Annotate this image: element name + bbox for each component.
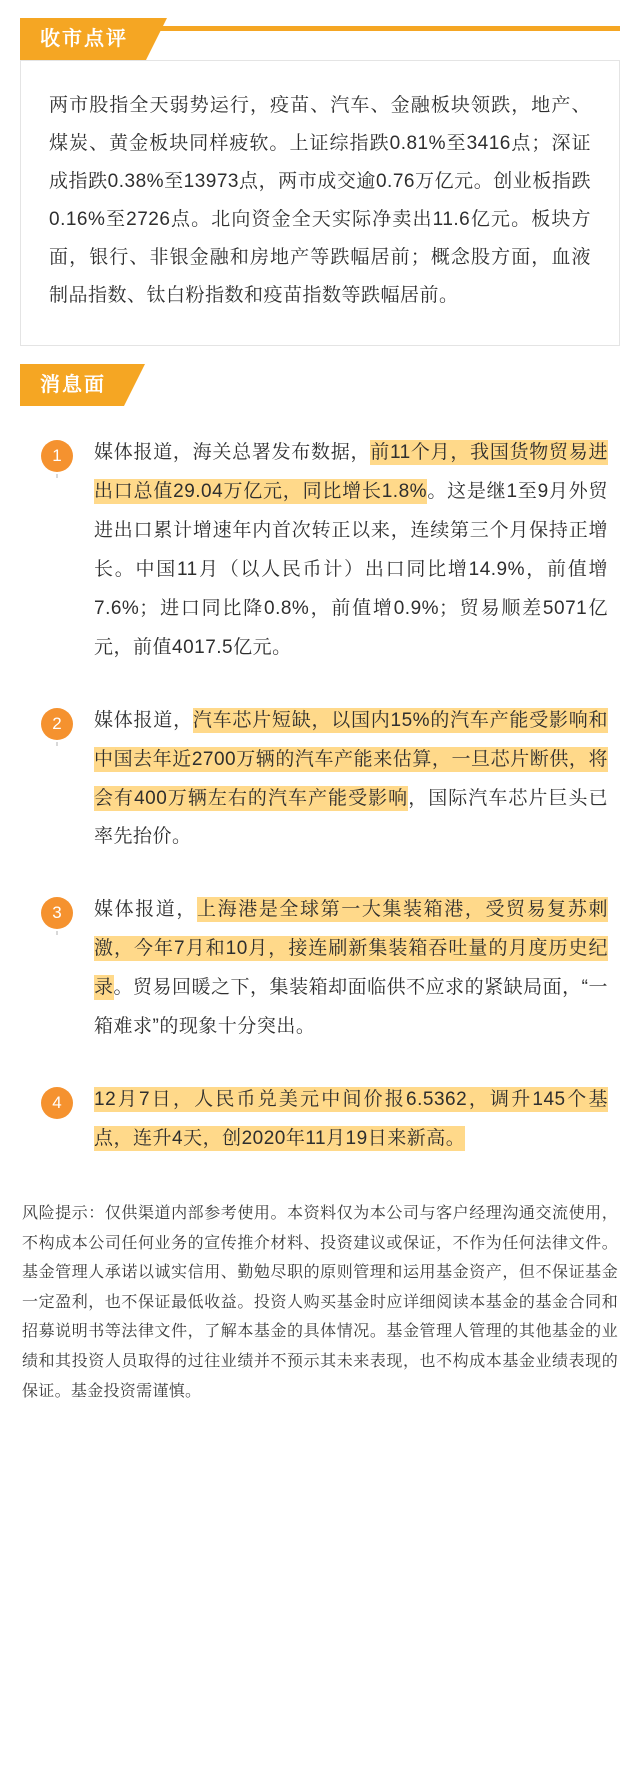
highlighted-text: 12月7日，人民币兑美元中间价报6.5362，调升145个基点，连升4天，创2020年11月19日来新高。 <box>94 1089 608 1150</box>
news-item-text <box>94 891 620 1047</box>
commentary-box <box>20 60 620 346</box>
highlighted-text: 汽车芯片短缺，以国内15%的汽车产能受影响和中国去年近2700万辆的汽车产能来估算，一旦芯片断供，将会有400万辆左右的汽车产能受影响 <box>94 709 608 809</box>
news-item-number-badge: 4 <box>41 1087 73 1119</box>
news-item-text <box>94 434 620 668</box>
news-item <box>20 702 620 892</box>
plain-text: 。贸易回暖之下，集装箱却面临供不应求的紧缺局面，“一箱难求”的现象十分突出。 <box>94 977 608 1038</box>
news-list <box>20 434 620 1193</box>
plain-text: 媒体报道，海关总署发布数据， <box>94 442 371 463</box>
news-bullet-column <box>20 1081 94 1119</box>
news-bullet-column <box>20 702 94 740</box>
newsletter-page <box>0 18 640 1773</box>
plain-text: 媒体报道， <box>94 709 193 731</box>
commentary-header <box>20 18 640 60</box>
timeline-dotted-connector <box>56 742 58 746</box>
news-item <box>20 434 620 702</box>
timeline-dotted-connector <box>56 474 58 478</box>
news-item <box>20 1081 620 1193</box>
news-header <box>20 364 640 406</box>
news-bullet-column <box>20 434 94 472</box>
timeline-dotted-connector <box>56 931 58 935</box>
plain-text: 。这是继1至9月外贸进出口累计增速年内首次转正以来，连续第三个月保持正增长。中国11月（以人民币计）出口同比增14.9%，前值增7.6%；进口同比降0.8%，前值增0.9%；贸易顺差5071亿元，前值4017.5亿元。 <box>94 480 608 658</box>
news-item-text <box>94 1081 620 1159</box>
commentary-body-text: 两市股指全天弱势运行，疫苗、汽车、金融板块领跌，地产、煤炭、黄金板块同样疲软。上证综指跌0.81%至3416点；深证成指跌0.38%至13973点，两市成交逾0.76万亿元。创业板指跌0.16%至2726点。北向资金全天实际净卖出11.6亿元。板块方面，银行、非银金融和房地产等跌幅居前；概念股方面，血液制品指数、钛白粉指数和疫苗指数等跌幅居前。 <box>49 95 591 306</box>
news-item-text <box>94 702 620 858</box>
commentary-ribbon-label: 收市点评 <box>20 18 146 60</box>
highlighted-text: 上海港是全球第一大集装箱港，受贸易复苏刺激，今年7月和10月，接连刷新集装箱吞吐量的月度历史纪录 <box>94 899 608 999</box>
news-item-number-badge: 2 <box>41 708 73 740</box>
news-bullet-column <box>20 891 94 929</box>
news-item-number-badge: 1 <box>41 440 73 472</box>
news-item-number-badge: 3 <box>41 897 73 929</box>
highlighted-text: 前11个月，我国货物贸易进出口总值29.04万亿元，同比增长1.8% <box>94 442 608 502</box>
news-item <box>20 891 620 1081</box>
plain-text: ，国际汽车芯片巨头已率先抬价。 <box>94 787 608 848</box>
plain-text: 媒体报道， <box>94 899 198 921</box>
risk-disclaimer: 风险提示：仅供渠道内部参考使用。本资料仅为本公司与客户经理沟通交流使用，不构成本公司任何业务的宣传推介材料、投资建议或保证，不作为任何法律文件。基金管理人承诺以诚实信用、勤勉尽职的原则管理和运用基金资产，但不保证基金一定盈利，也不保证最低收益。投资人购买基金时应详细阅读本基金的基金合同和招募说明书等法律文件，了解本基金的具体情况。基金管理人管理的其他基金的业绩和其投资人员取得的过往业绩并不预示其未来表现，也不构成本基金业绩表现的保证。基金投资需谨慎。 <box>22 1205 618 1400</box>
news-ribbon-label: 消息面 <box>20 364 124 406</box>
